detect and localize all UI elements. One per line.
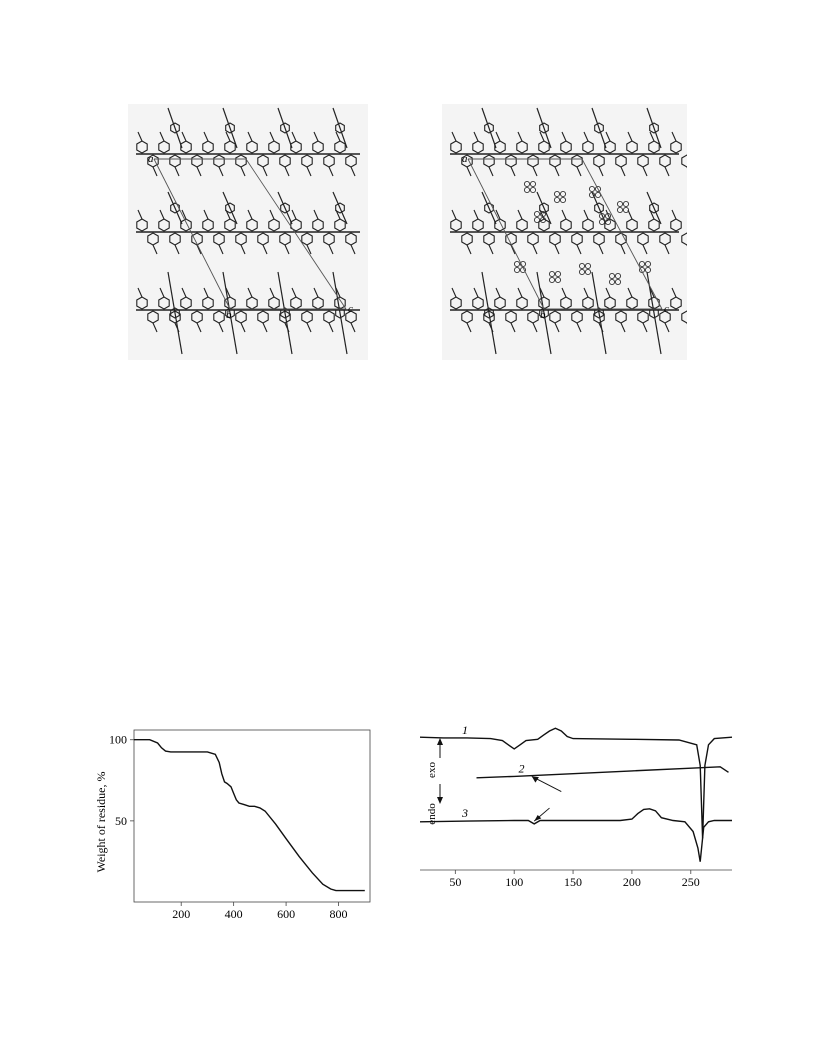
series-group (134, 740, 365, 891)
axis-label-b: b (226, 309, 232, 321)
series-label: 1 (462, 722, 468, 737)
series-line-2 (477, 767, 729, 778)
annotations (426, 738, 561, 825)
exo-label: exo (426, 762, 438, 778)
axis-label-b: b (540, 309, 546, 321)
series-label: 2 (518, 761, 525, 776)
x-tick-label: 100 (505, 875, 524, 889)
x-tick-label: 400 (224, 907, 243, 921)
y-tick-label: 50 (115, 813, 127, 828)
series-label: 3 (462, 806, 468, 821)
axis-label-c: c (348, 303, 353, 315)
crystal-packing-figure-left (128, 104, 368, 360)
x-tick-label: 200 (172, 907, 191, 921)
x-tick-label: 150 (564, 875, 583, 889)
x-tick-label: 200 (622, 875, 641, 889)
plot-frame (134, 730, 370, 902)
series-line (134, 740, 365, 891)
x-tick-label: 800 (329, 907, 348, 921)
endo-label: endo (426, 803, 438, 825)
endo-arrowhead (437, 797, 443, 804)
x-tick-label: 50 (449, 875, 462, 889)
axis-label-c: c (664, 303, 669, 315)
axis-label-a: a (462, 153, 468, 165)
tga-chart (90, 722, 380, 922)
crystal-packing-figure-right (442, 104, 687, 360)
axis-ticks (109, 733, 348, 921)
exo-arrowhead (437, 738, 443, 745)
axes-box (134, 730, 370, 902)
axis-label-a: a (148, 153, 154, 165)
x-tick-label: 250 (681, 875, 700, 889)
axis-ticks (449, 870, 699, 889)
y-axis-label: Weight of residue, % (94, 771, 108, 873)
dsc-chart (412, 712, 742, 892)
y-tick-label: 100 (109, 732, 127, 747)
series-group (420, 723, 732, 862)
x-tick-label: 600 (277, 907, 296, 921)
